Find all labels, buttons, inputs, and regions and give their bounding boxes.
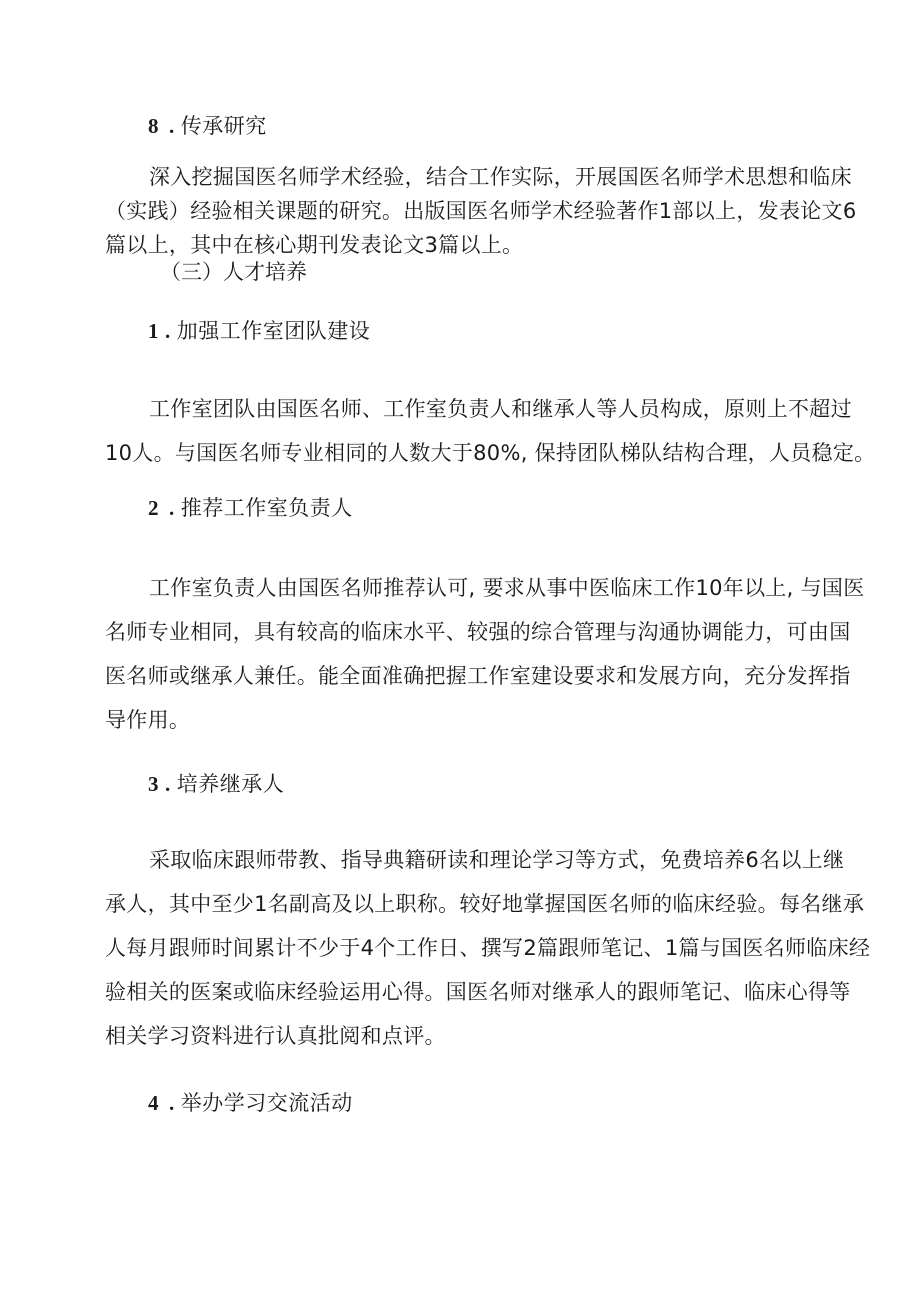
paragraph-1-line-1: 工作室团队由国医名师、工作室负责人和继承人等人员构成，原则上不超过 bbox=[149, 397, 852, 421]
heading-8-title: 传承研究 bbox=[180, 114, 267, 138]
paragraph-8 bbox=[105, 160, 857, 262]
heading-3 bbox=[148, 770, 284, 798]
paragraph-2-line-4: 导作用。 bbox=[105, 708, 191, 732]
paragraph-8-line-2: （实践）经验相关课题的研究。出版国医名师学术经验著作1部以上，发表论文6 bbox=[105, 199, 857, 223]
heading-2-dot: . bbox=[169, 496, 175, 520]
paragraph-1-line-2: 10人。与国医名师专业相同的人数大于80%, 保持团队梯队结构合理，人员稳定。 bbox=[105, 441, 876, 465]
heading-1-title: 加强工作室团队建设 bbox=[176, 319, 371, 343]
paragraph-2-line-3: 医名师或继承人兼任。能全面准确把握工作室建设要求和发展方向，充分发挥指 bbox=[105, 664, 851, 688]
heading-2 bbox=[148, 494, 353, 522]
heading-1 bbox=[148, 317, 370, 345]
heading-4-dot: . bbox=[169, 1091, 175, 1115]
paragraph-2 bbox=[105, 566, 865, 742]
heading-8-dot: . bbox=[169, 114, 175, 138]
paragraph-3-line-2: 承人，其中至少1名副高及以上职称。较好地掌握国医名师的临床经验。每名继承 bbox=[105, 892, 865, 916]
heading-2-title: 推荐工作室负责人 bbox=[180, 496, 353, 520]
heading-4-title: 举办学习交流活动 bbox=[180, 1091, 353, 1115]
heading-8 bbox=[148, 112, 267, 140]
section-heading-3: （三）人才培养 bbox=[160, 260, 307, 284]
paragraph-2-line-2: 名师专业相同，具有较高的临床水平、较强的综合管理与沟通协调能力，可由国 bbox=[105, 620, 851, 644]
paragraph-3 bbox=[105, 838, 871, 1058]
heading-3-title: 培养继承人 bbox=[176, 772, 285, 796]
paragraph-2-line-1: 工作室负责人由国医名师推荐认可, 要求从事中医临床工作10年以上, 与国医 bbox=[149, 576, 865, 600]
paragraph-3-line-1: 采取临床跟师带教、指导典籍研读和理论学习等方式，免费培养6名以上继 bbox=[149, 848, 845, 872]
paragraph-3-line-3: 人每月跟师时间累计不少于4个工作日、撰写2篇跟师笔记、1篇与国医名师临床经 bbox=[105, 936, 871, 960]
paragraph-3-line-5: 相关学习资料进行认真批阅和点评。 bbox=[105, 1024, 446, 1048]
heading-2-number: 2 bbox=[148, 496, 159, 520]
paragraph-8-line-3: 篇以上，其中在核心期刊发表论文3篇以上。 bbox=[105, 233, 524, 257]
paragraph-1 bbox=[105, 387, 876, 475]
heading-8-number: 8 bbox=[148, 114, 159, 138]
heading-3-number: 3 bbox=[148, 772, 159, 796]
heading-3-dot: . bbox=[165, 772, 171, 796]
heading-4 bbox=[148, 1089, 353, 1117]
heading-1-number: 1 bbox=[148, 319, 159, 343]
heading-1-dot: . bbox=[165, 319, 171, 343]
paragraph-8-line-1: 深入挖掘国医名师学术经验，结合工作实际，开展国医名师学术思想和临床 bbox=[149, 165, 852, 189]
heading-4-number: 4 bbox=[148, 1091, 159, 1115]
paragraph-3-line-4: 验相关的医案或临床经验运用心得。国医名师对继承人的跟师笔记、临床心得等 bbox=[105, 980, 851, 1004]
